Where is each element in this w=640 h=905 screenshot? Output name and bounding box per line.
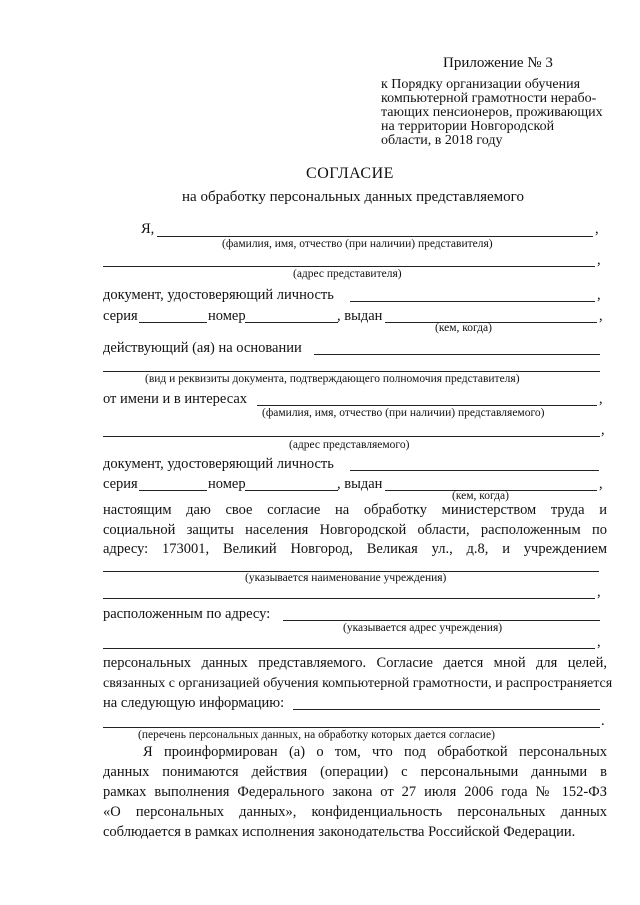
document-subtitle: на обработку персональных данных представляемого (182, 189, 524, 205)
appendix-line: тающих пенсионеров, проживающих (381, 105, 603, 120)
number2-field[interactable] (245, 490, 338, 491)
informed-line: соблюдается в рамках исполнения законодательства Российской Федерации. (103, 824, 576, 840)
info-field[interactable] (293, 709, 600, 710)
address-representative-field[interactable] (103, 266, 595, 267)
institution-address-field[interactable] (283, 620, 600, 621)
number-label: номер (208, 308, 246, 324)
consent-line: социальной защиты населения Новгородской области, расположенным по (103, 522, 607, 538)
institution-name-field-2[interactable] (103, 598, 595, 599)
comma: , (599, 391, 603, 407)
series2-label: серия (103, 476, 138, 492)
appendix-line: на территории Новгородской (381, 119, 555, 134)
dot: . (601, 713, 605, 729)
appendix-line: области, в 2018 году (381, 133, 503, 148)
informed-line: данных понимаются действия (операции) с персональными данными в (103, 764, 607, 780)
fio-represented-field[interactable] (257, 405, 597, 406)
document2-field[interactable] (350, 470, 599, 471)
institution-name-caption: (указывается наименование учреждения) (245, 572, 447, 584)
series-field[interactable] (139, 322, 207, 323)
purpose-line: связанных с организацией обучения компьютерной грамотности, и распространяется (103, 676, 613, 691)
fio-representative-field[interactable] (157, 236, 593, 237)
informed-line: рамках выполнения Федерального закона от 27 июля 2006 года № 152-ФЗ (103, 784, 607, 800)
consent-line: адресу: 173001, Великий Новгород, Великая ул., д.8, и учреждением (103, 541, 607, 557)
series-label: серия (103, 308, 138, 324)
authority-caption: (вид и реквизиты документа, подтверждающего полномочия представителя) (145, 373, 520, 385)
address-represented-caption: (адрес представляемого) (289, 439, 410, 451)
fio-representative-caption: (фамилия, имя, отчество (при наличии) представителя) (222, 238, 493, 250)
appendix-line: к Порядку организации обучения (381, 77, 581, 92)
issued2-label: , выдан (337, 476, 383, 492)
comma: , (597, 287, 601, 303)
address-represented-field[interactable] (103, 436, 600, 437)
series2-field[interactable] (139, 490, 207, 491)
located-label: расположенным по адресу: (103, 606, 271, 622)
consent-line: настоящим даю свое согласие на обработку министерством труда и (103, 502, 607, 518)
authority-field[interactable] (103, 371, 600, 372)
document-label: документ, удостоверяющий личность (103, 287, 334, 303)
issued-caption: (кем, когда) (435, 322, 492, 334)
document2-label: документ, удостоверяющий личность (103, 456, 334, 472)
document-title: СОГЛАСИЕ (306, 165, 394, 182)
appendix-title: Приложение № 3 (443, 55, 553, 71)
comma: , (597, 252, 601, 268)
appendix-line: компьютерной грамотности нерабо- (381, 91, 597, 106)
issued-label: , выдан (337, 308, 383, 324)
comma: , (601, 422, 605, 438)
list-caption: (перечень персональных данных, на обработку которых дается согласие) (138, 729, 495, 741)
institution-address-field-2[interactable] (103, 648, 595, 649)
informed-line: Я проинформирован (а) о том, что под обработкой персональных (143, 744, 607, 760)
document-field[interactable] (350, 301, 595, 302)
number2-label: номер (208, 476, 246, 492)
info-field-2[interactable] (103, 727, 600, 728)
number-field[interactable] (245, 322, 338, 323)
comma: , (597, 634, 601, 650)
comma: , (599, 476, 603, 492)
comma: , (595, 221, 599, 237)
issued2-caption: (кем, когда) (452, 490, 509, 502)
fio-represented-caption: (фамилия, имя, отчество (при наличии) представляемого) (262, 407, 545, 419)
acting-label: действующий (ая) на основании (103, 340, 302, 356)
acting-field[interactable] (314, 354, 600, 355)
address-representative-caption: (адрес представителя) (293, 268, 402, 280)
behalf-label: от имени и в интересах (103, 391, 248, 407)
purpose-line: персональных данных представляемого. Согласие дается мной для целей, (103, 655, 607, 671)
comma: , (597, 584, 601, 600)
informed-line: «О персональных данных», конфиденциальность персональных данных (103, 804, 607, 820)
comma: , (599, 308, 603, 324)
info-label: на следующую информацию: (103, 695, 285, 711)
institution-address-caption: (указывается адрес учреждения) (343, 622, 503, 634)
ya-label: Я, (141, 221, 155, 237)
